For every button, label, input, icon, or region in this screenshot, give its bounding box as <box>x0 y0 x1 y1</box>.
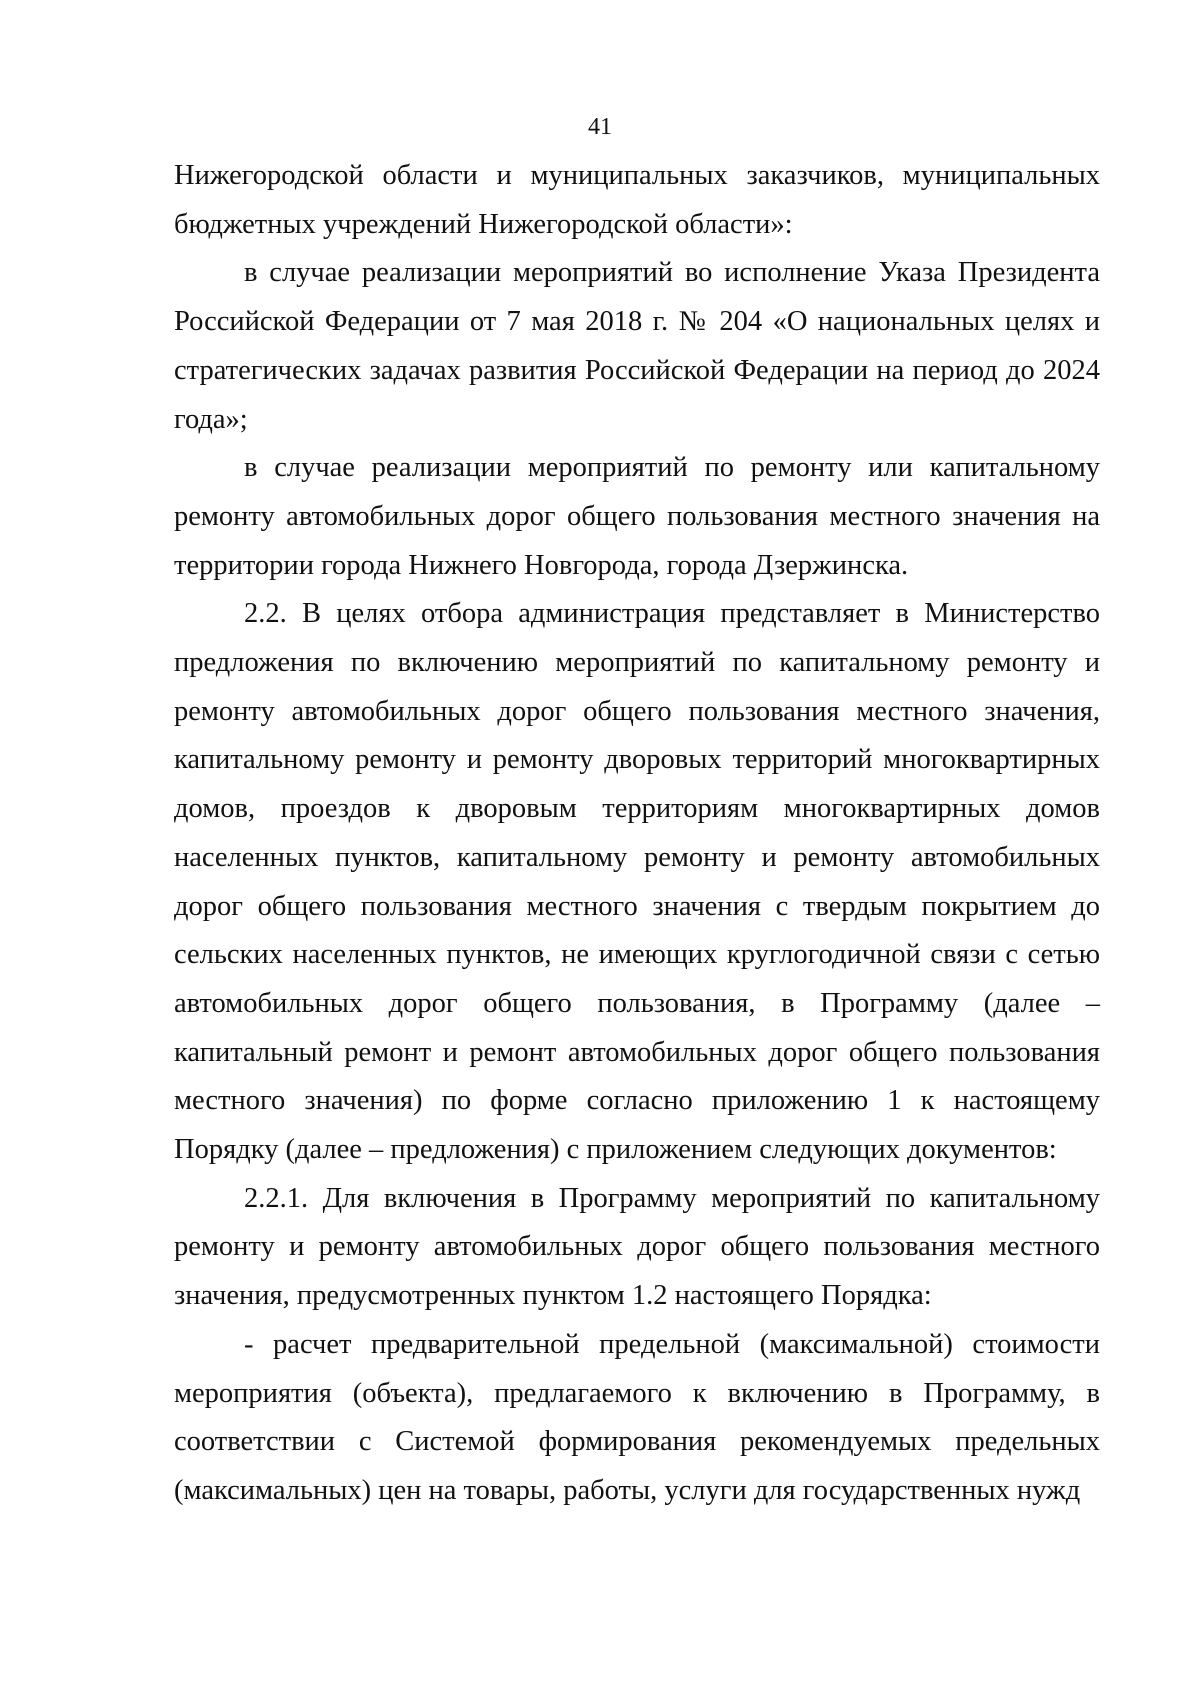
document-body <box>174 152 1100 1516</box>
paragraph-presidential-decree: в случае реализации мероприятий во исполнение Указа Президента Российской Федерации от 7 мая 2018 г. № 204 «О национальных целях и стратегических задачах развития Российской Федерации на период до 2024 года»; <box>174 257 1100 435</box>
page-number: 41 <box>588 114 612 140</box>
paragraph-section-2-2: 2.2. В целях отбора администрация представляет в Министерство предложения по включению мероприятий по капитальному ремонту и ремонту автомобильных дорог общего пользования местного значения, капитальному ремонту и ремонту дворовых территорий многоквартирных домов, проездов к дворовым территориям многоквартирных домов населенных пунктов, капитальному ремонту и ремонту автомобильных дорог общего пользования местного значения с твердым покрытием до сельских населенных пунктов, не имеющих круглогодичной связи с сетью автомобильных дорог общего пользования, в Программу (далее – капитальный ремонт и ремонт автомобильных дорог общего пользования местного значения) по форме согласно приложению 1 к настоящему Порядку (далее – предложения) с приложением следующих документов: <box>174 598 1100 1166</box>
paragraph-city-roads: в случае реализации мероприятий по ремонту или капитальному ремонту автомобильных дорог общего пользования местного значения на территории города Нижнего Новгорода, города Дзержинска. <box>174 452 1100 581</box>
paragraph-cost-calculation: - расчет предварительной предельной (максимальной) стоимости мероприятия (объекта), предлагаемого к включению в Программу, в соответствии с Системой формирования рекомендуемых предельных (максимальных) цен на товары, работы, услуги для государственных нужд <box>174 1328 1100 1506</box>
paragraph-continuation: Нижегородской области и муниципальных заказчиков, муниципальных бюджетных учреждений Нижегородской области»: <box>174 160 1100 240</box>
paragraph-section-2-2-1: 2.2.1. Для включения в Программу мероприятий по капитальному ремонту и ремонту автомобильных дорог общего пользования местного значения, предусмотренных пунктом 1.2 настоящего Порядка: <box>174 1182 1100 1312</box>
